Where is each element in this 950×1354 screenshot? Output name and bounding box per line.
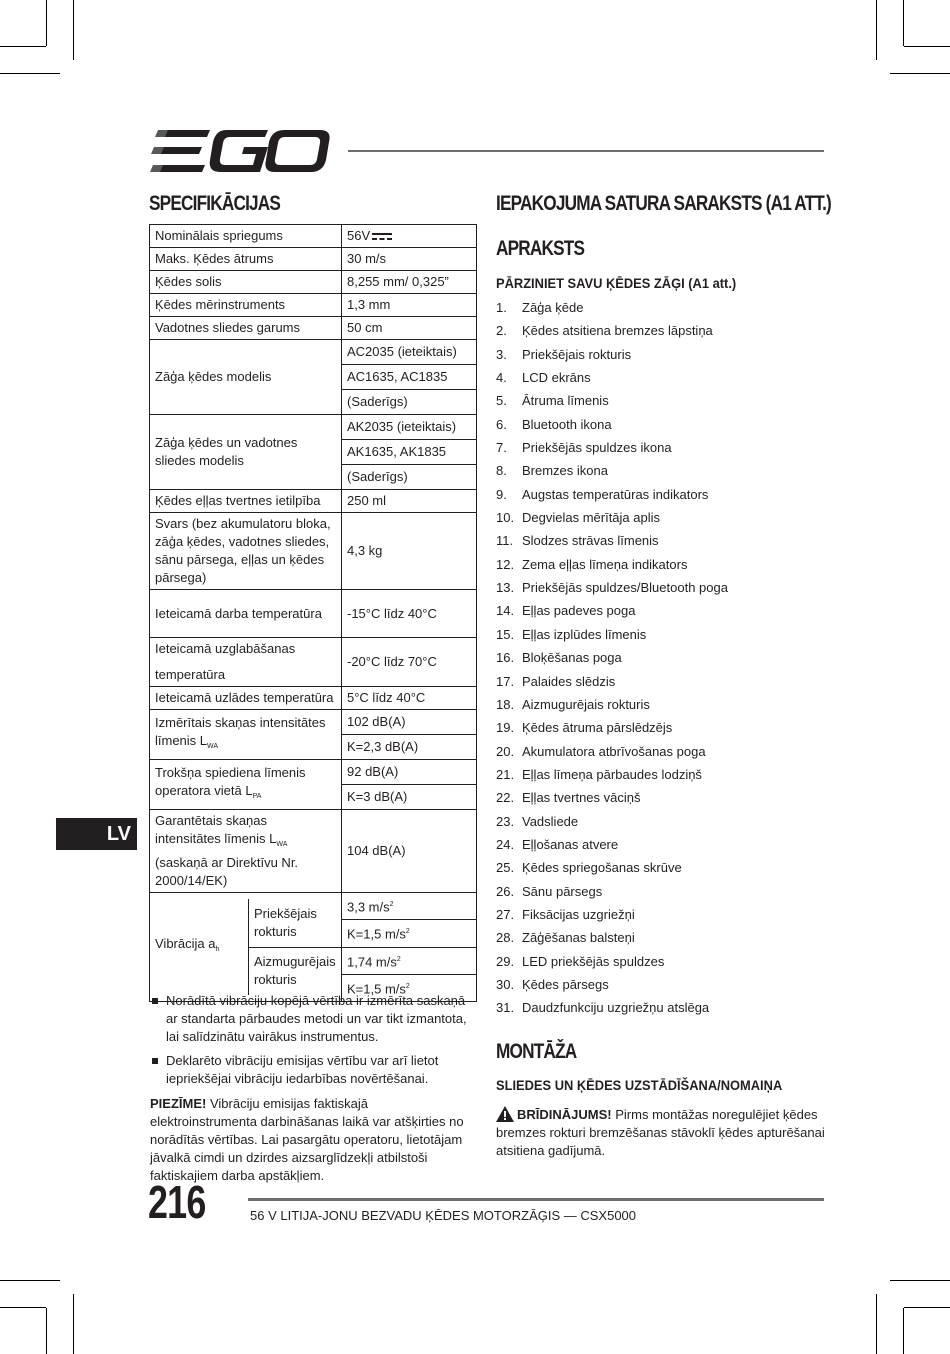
spec-value: K=2,3 dB(A) <box>347 739 419 754</box>
bullet-list <box>150 992 475 1094</box>
crop-mark <box>0 73 60 74</box>
spec-label <box>150 638 342 687</box>
spec-label-line: Ieteicamā uzglabāšanas <box>155 641 296 656</box>
table-row <box>150 893 477 1002</box>
spec-value: 50 cm <box>342 317 477 340</box>
spec-label: Svars (bez akumulatoru bloka, zāģa ķēdes, vadotnes sliedes, sānu pārsega, eļļas un ķēdes pārsega) <box>150 513 342 590</box>
spec-label: Vadotnes sliedes garums <box>150 317 342 340</box>
warning-paragraph <box>496 1106 826 1160</box>
spec-value: 4,3 kg <box>342 513 477 590</box>
table-row <box>150 710 477 760</box>
know-your-saw-heading: PĀRZINIET SAVU ĶĒDES ZĀĢI (A1 att.) <box>496 275 737 291</box>
crop-mark <box>904 46 950 47</box>
table-row <box>150 687 477 710</box>
spec-value: (Saderīgs) <box>347 469 408 484</box>
bullet-item: Norādītā vibrāciju kopējā vērtība ir izmērīta saskaņā ar standarta pārbaudes metodi un var tikt izmantota, lai salīdzinātu vairākus instrumentus. <box>150 992 475 1046</box>
list-item: 15. Eļļas izplūdes līmenis <box>496 626 647 642</box>
parts-list <box>496 298 728 1022</box>
warning-text: Pirms montāžas noregulējiet ķēdes bremzes rokturi bremzēšanas stāvoklī ķēdes apturēšanai atsitiena gadījumā. <box>496 1107 825 1158</box>
list-item: 4. LCD ekrāns <box>496 370 591 386</box>
spec-value-group <box>342 893 477 1002</box>
list-item: 2. Ķēdes atsitiena bremzes lāpstiņa <box>496 323 713 339</box>
spec-value: 102 dB(A) <box>342 710 476 735</box>
table-row <box>150 638 477 687</box>
spec-value: 56V <box>342 225 477 248</box>
table-row <box>150 513 477 590</box>
list-item: 17. Palaides slēdzis <box>496 673 616 689</box>
table-row <box>150 294 477 317</box>
spec-value-group <box>342 340 477 415</box>
note-paragraph <box>150 1095 475 1185</box>
spec-value: 250 ml <box>342 490 477 513</box>
spec-label: Ieteicamā uzlādes temperatūra <box>150 687 342 710</box>
spec-label: Trokšņa spiediena līmenis operatora vietā $L_{PA}$ <box>150 760 342 810</box>
list-item: 1. Zāģa ķēde <box>496 300 584 315</box>
list-item: 7. Priekšējās spuldzes ikona <box>496 440 672 456</box>
list-item: 8. Bremzes ikona <box>496 463 608 479</box>
spec-label: Vibrācija $a_h$ <box>150 899 249 995</box>
table-row <box>150 340 477 415</box>
bullet-item: Deklarēto vibrāciju emisijas vērtību var arī lietot iepriekšējai vibrāciju iedarbības novērtēšanai. <box>150 1052 475 1088</box>
spec-value: -15°C līdz 40°C <box>342 590 477 638</box>
list-item: 16. Bloķēšanas poga <box>496 650 622 666</box>
spec-value: -20°C līdz 70°C <box>342 638 477 687</box>
page-number: 216 <box>148 1176 206 1228</box>
dc-symbol-icon <box>372 233 392 241</box>
table-row <box>150 490 477 513</box>
note-label: PIEZĪME! <box>150 1096 207 1111</box>
spec-value-group <box>342 415 477 490</box>
list-item: 6. Bluetooth ikona <box>496 416 612 432</box>
crop-mark <box>73 0 74 60</box>
spec-value: 92 dB(A) <box>342 760 476 785</box>
spec-value: 1,3 mm <box>342 294 477 317</box>
spec-label: Zāģa ķēdes modelis <box>150 340 342 415</box>
spec-label: Priekšējais rokturis <box>249 899 341 948</box>
crop-mark <box>0 46 46 47</box>
table-row <box>150 590 477 638</box>
spec-label: Maks. Ķēdes ātrums <box>150 248 342 271</box>
table-row <box>150 271 477 294</box>
list-item: 23. Vadsliede <box>496 813 579 829</box>
spec-value: AK2035 (ieteiktais) <box>342 415 476 440</box>
table-row <box>150 317 477 340</box>
crop-mark <box>0 1280 60 1281</box>
spec-label-line: temperatūra <box>155 667 226 682</box>
list-item: 18. Aizmugurējais rokturis <box>496 696 650 712</box>
list-item: 28. Zāģēšanas balsteņi <box>496 930 635 946</box>
crop-mark <box>46 1308 47 1354</box>
list-item: 25. Ķēdes spriegošanas skrūve <box>496 860 682 876</box>
list-item: 9. Augstas temperatūras indikators <box>496 486 709 502</box>
spec-value: K=1,5 $m/s^2$ <box>347 981 410 997</box>
spec-value: K=3 dB(A) <box>347 789 408 804</box>
header-rule <box>348 150 824 152</box>
list-item: 12. Zema eļļas līmeņa indikators <box>496 556 688 572</box>
spec-value: 104 dB(A) <box>342 810 477 893</box>
spec-value: (Saderīgs) <box>347 394 408 409</box>
spec-label: Nominālais spriegums <box>150 225 342 248</box>
spec-label: Izmērītais skaņas intensitātes līmenis $L_{WA}$ <box>150 710 342 760</box>
spec-value: K=1,5 $m/s^2$ <box>342 920 476 947</box>
list-item: 14. Eļļas padeves poga <box>496 603 636 619</box>
spec-value: AC1635, AC1835 <box>342 365 476 390</box>
crop-mark <box>904 1307 950 1308</box>
list-item: 3. Priekšējais rokturis <box>496 346 632 362</box>
table-row <box>150 760 477 810</box>
table-row <box>150 415 477 490</box>
crop-mark <box>876 1294 877 1354</box>
crop-mark <box>73 1294 74 1354</box>
spec-value-group <box>342 710 477 760</box>
spec-value: 5°C līdz 40°C <box>342 687 477 710</box>
packing-list-heading: IEPAKOJUMA SATURA SARAKSTS (A1 ATT.) <box>496 192 831 215</box>
table-row <box>150 225 477 248</box>
spec-label: Zāģa ķēdes un vadotnes sliedes modelis <box>150 415 342 490</box>
spec-label: Aizmugurējais rokturis <box>254 954 336 988</box>
list-item: 22. Eļļas tvertnes vāciņš <box>496 790 641 806</box>
spec-value: AC2035 (ieteiktais) <box>342 340 476 365</box>
table-row <box>150 248 477 271</box>
list-item: 21. Eļļas līmeņa pārbaudes lodziņš <box>496 766 702 782</box>
list-item: 20. Akumulatora atbrīvošanas poga <box>496 743 706 759</box>
list-item: 26. Sānu pārsegs <box>496 883 603 899</box>
spec-label: Ķēdes mērinstruments <box>150 294 342 317</box>
list-item: 24. Eļļošanas atvere <box>496 836 619 852</box>
spec-label: Ķēdes solis <box>150 271 342 294</box>
vibration-label-group <box>150 893 342 1002</box>
assembly-heading: MONTĀŽA <box>496 1040 577 1063</box>
spec-label: Garantētais skaņas intensitātes līmenis $L_{WA}$ (saskaņā ar Direktīvu Nr. 2000/14/EK) <box>150 810 342 893</box>
list-item: 27. Fiksācijas uzgriežņi <box>496 906 635 922</box>
crop-mark <box>903 1308 904 1354</box>
list-item: 29. LED priekšējās spuldzes <box>496 953 665 969</box>
list-item: 10. Degvielas mērītāja aplis <box>496 510 661 526</box>
spec-value: 30 m/s <box>342 248 477 271</box>
list-item: 11. Slodzes strāvas līmenis <box>496 533 659 549</box>
list-item: 5. Ātruma līmenis <box>496 393 609 409</box>
crop-mark <box>0 1307 46 1308</box>
spec-value: AK1635, AK1835 <box>342 440 476 465</box>
spec-value: 1,74 $m/s^2$ <box>342 948 476 975</box>
specifications-heading: SPECIFIKĀCIJAS <box>149 192 281 215</box>
warning-triangle-icon <box>496 1106 514 1122</box>
warning-label: BRĪDINĀJUMS! <box>517 1107 612 1122</box>
crop-mark <box>903 0 904 46</box>
crop-mark <box>46 0 47 46</box>
spec-value: 8,255 mm/ 0,325” <box>342 271 477 294</box>
description-heading: APRAKSTS <box>496 237 585 260</box>
note-text: Vibrāciju emisijas faktiskajā elektroinstrumenta darbināšanas laikā var atšķirties no norādītās vērtības. Lai pasargātu operatoru, lietotājam jāvalkā cimdi un dzirdes aizsarglīdzekļi atbilstoši faktiskajiem darba apstākļiem. <box>150 1096 464 1183</box>
footer-title: 56 V LITIJA-JONU BEZVADU ĶĒDES MOTORZĀĢIS — CSX5000 <box>250 1208 637 1223</box>
footer-rule <box>248 1198 824 1201</box>
crop-mark <box>890 73 950 74</box>
ego-logo <box>150 130 330 172</box>
table-row <box>150 810 477 893</box>
crop-mark <box>890 1280 950 1281</box>
spec-value-group <box>342 760 477 810</box>
language-tab: LV <box>56 818 137 850</box>
list-item: 19. Ķēdes ātruma pārslēdzējs <box>496 720 673 736</box>
list-item: 31. Daudzfunkciju uzgriežņu atslēga <box>496 1000 710 1016</box>
specifications-table <box>149 224 477 1002</box>
bar-chain-heading: SLIEDES UN ĶĒDES UZSTĀDĪŠANA/NOMAIŅA <box>496 1077 783 1093</box>
list-item: 30. Ķēdes pārsegs <box>496 976 609 992</box>
spec-label: Ķēdes eļļas tvertnes ietilpība <box>150 490 342 513</box>
spec-value: 3,3 $m/s^2$ <box>342 893 476 920</box>
list-item: 13. Priekšējās spuldzes/Bluetooth poga <box>496 580 728 596</box>
crop-mark <box>876 0 877 60</box>
spec-label: Ieteicamā darba temperatūra <box>150 590 342 638</box>
